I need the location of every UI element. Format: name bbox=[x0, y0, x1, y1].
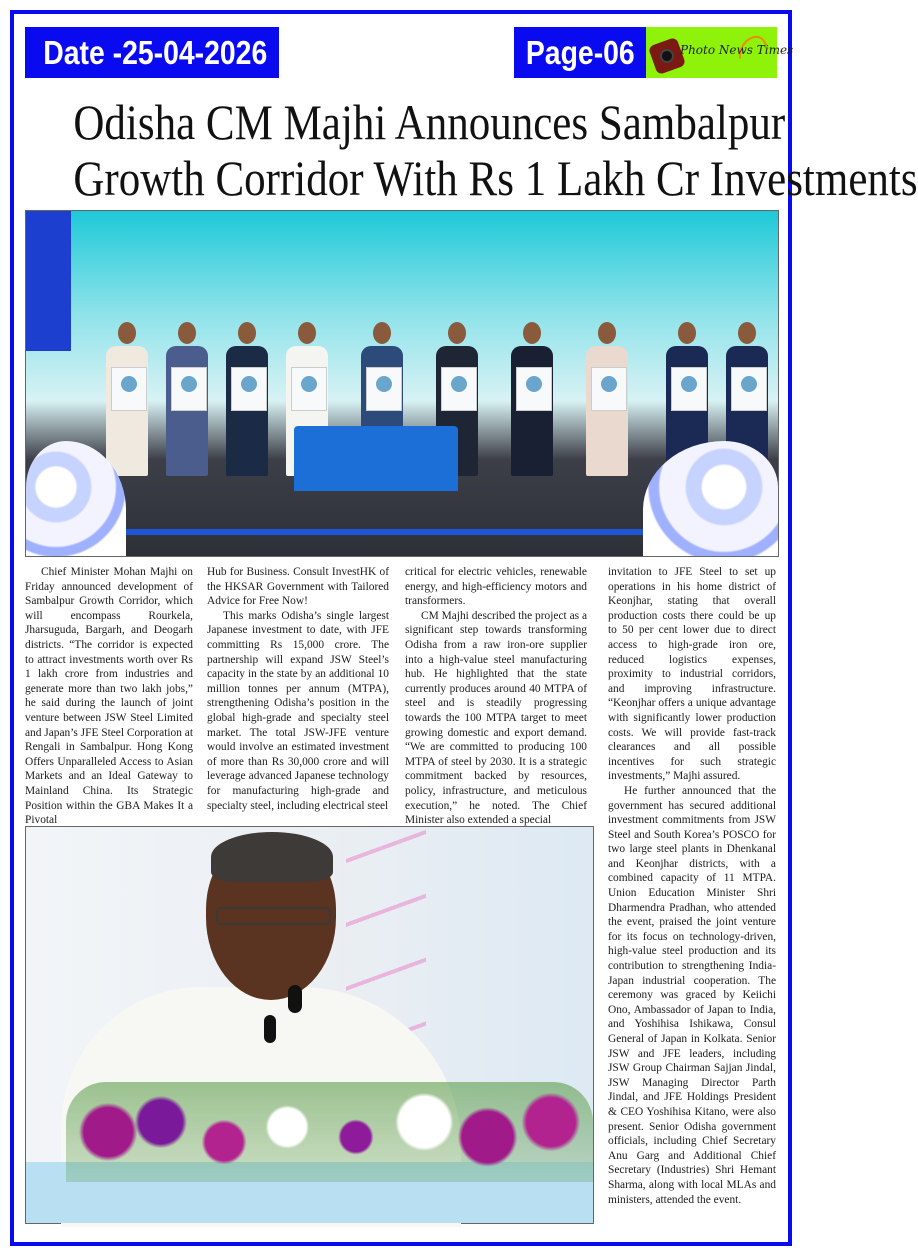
headline-line-1: Odisha CM Majhi Announces Sambalpur bbox=[73, 94, 786, 150]
stage-edge bbox=[86, 529, 666, 535]
person-figure bbox=[586, 322, 628, 476]
flower-arrangement bbox=[643, 441, 778, 556]
page-label: Page-06 bbox=[525, 34, 635, 71]
microphone-icon bbox=[264, 1015, 276, 1043]
document-icon bbox=[731, 367, 767, 411]
person-figure bbox=[226, 322, 268, 476]
document-icon bbox=[671, 367, 707, 411]
article-paragraph: Hub for Business. Consult InvestHK of the HKSAR Government with Tailored Advice for Free Now! bbox=[207, 566, 389, 608]
speaker-hair bbox=[211, 832, 333, 882]
document-icon bbox=[111, 367, 147, 411]
article-paragraph: This marks Odisha’s single largest Japanese investment to date, with JFE committing Rs 15,000 crore. The partnership will expand JSW Steel’s capacity in the state by an additional 10 million tonnes per annum (MTPA), strengthening Odisha’s position in the global high-grade and specialty steel market. The total JSW-JFE venture would involve an estimated investment of more than Rs 30,000 crore and will leverage advanced Japanese technology for manufacturing high-grade and specialty steel, including electrical steel bbox=[207, 609, 389, 812]
logo-text: Photo News Times bbox=[680, 43, 794, 57]
microphone-icon bbox=[288, 985, 302, 1013]
page-number-badge bbox=[514, 27, 646, 78]
article-column-3 bbox=[405, 565, 587, 828]
person-figure bbox=[166, 322, 208, 476]
headline bbox=[20, 94, 918, 206]
article-paragraph: critical for electric vehicles, renewable energy, and high-efficiency motors and transformers. bbox=[405, 566, 587, 608]
article-paragraph: CM Majhi described the project as a significant step towards transforming Odisha from a raw iron-ore supplier into a high-value steel manufacturing hub. He highlighted that the state currently produces around 40 MTPA of steel and is steadily progressing towards the 100 MTPA target to meet growing domestic and export demand. “We are committed to producing 100 MTPA of steel by 2030. It is a strategic commitment backed by resources, policy, infrastructure, and meticulous execution,” he noted. The Chief Minister also extended a special bbox=[405, 609, 587, 827]
article-column-2 bbox=[207, 565, 389, 813]
stage-table bbox=[294, 426, 458, 491]
publication-logo bbox=[646, 27, 794, 78]
stage-group-photo bbox=[25, 210, 779, 557]
article-column-1 bbox=[25, 565, 193, 828]
person-figure bbox=[106, 322, 148, 476]
article-paragraph: invitation to JFE Steel to set up operations in his home district of Keonjhar, stating that overall production costs there could be up to 50 per cent lower due to direct access to high-grade iron ore, reduced logistics expenses, proximity to industrial corridors, and improving infrastructure. “Keonjhar offers a unique advantage with significantly lower production costs. We will provide fast-track clearances and all possible incentives for such strategic investments,” Majhi assured. bbox=[608, 566, 776, 783]
backdrop-panel bbox=[26, 211, 71, 351]
article-paragraph: He further announced that the government has secured additional investment commitments from JSW Steel and South Korea’s POSCO for two large steel plants in Dhenkanal and Keonjhar districts, with a combined capacity of 11 MTPA. Union Education Minister Shri Dharmendra Pradhan, who attended the event, praised the joint venture for its focus on technology-driven, high-value steel production and its contribution to strengthening India-Japan industrial cooperation. The ceremony was graced by Keiichi Ono, Ambassador of Japan to India, and Yoshihisa Ishikawa, Consul General of Japan in Kolkata. Senior JSW and JFE leaders, including JSW Group Chairman Sajjan Jindal, JSW Managing Director Parth Jindal, and JFE Holdings President & CEO Yoshihisa Kitano, were also present. Senior Odisha government officials, including Chief Secretary Anu Garg and Additional Chief Secretary (Industries) Shri Hemant Sharma, along with local MLAs and ministers, attended the event. bbox=[608, 784, 776, 1206]
date-badge bbox=[25, 27, 279, 78]
date-label: Date -25-04-2026 bbox=[43, 34, 268, 71]
document-icon bbox=[441, 367, 477, 411]
document-icon bbox=[366, 367, 402, 411]
document-icon bbox=[171, 367, 207, 411]
document-icon bbox=[231, 367, 267, 411]
headline-line-2: Growth Corridor With Rs 1 Lakh Cr Investments bbox=[73, 150, 918, 206]
flower-arrangement bbox=[66, 1082, 593, 1182]
document-icon bbox=[291, 367, 327, 411]
document-icon bbox=[591, 367, 627, 411]
speaker-photo bbox=[25, 826, 594, 1224]
document-icon bbox=[516, 367, 552, 411]
article-column-4 bbox=[608, 565, 776, 1207]
article-paragraph: Chief Minister Mohan Majhi on Friday announced development of Sambalpur Growth Corridor, which will encompass Rourkela, Jharsuguda, Bargarh, and Deogarh districts. “The corridor is expected to attract investments worth over Rs 1 lakh crore from industries and generate more than two lakh jobs,” he said during the launch of joint venture between JSW Steel Limited and Japan’s JFE Steel Corporation at Rengali in Sambalpur. Hong Kong Offers Unparalleled Access to Asian Markets and an Ideal Gateway to Mainland China. Its Strategic Position within the GBA Makes It a Pivotal bbox=[25, 566, 193, 827]
person-figure bbox=[511, 322, 553, 476]
glasses-icon bbox=[216, 907, 331, 925]
